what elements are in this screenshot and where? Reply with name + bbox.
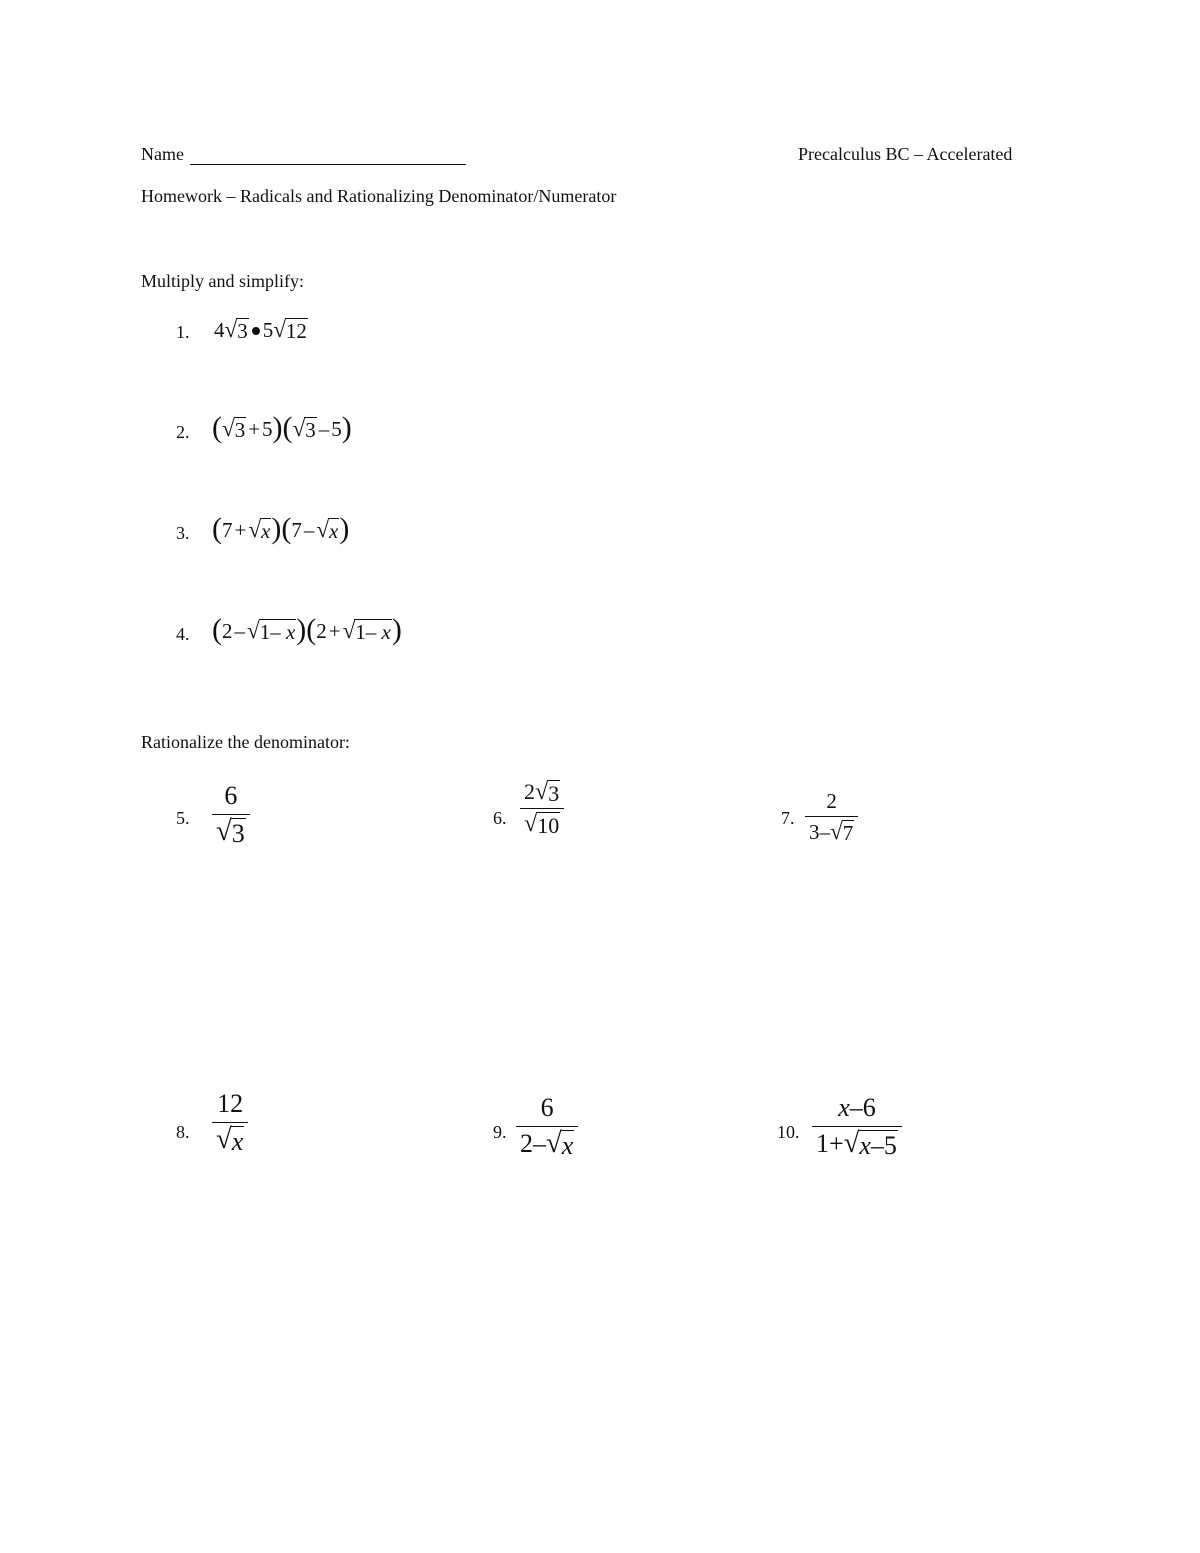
homework-title: Homework – Radicals and Rationalizing Denominator/Numerator [141,186,617,206]
problem-10-fraction: x–6 1+ √ x–5 [812,1094,902,1159]
p5-sqrt: √ 3 [216,815,245,848]
p2-sqrt-1: √ 3 [222,414,246,442]
problem-3-expression: ( 7 + √ x ) ( 7 – √ x ) [212,512,350,545]
problem-4-number: 4. [176,624,190,644]
p1-sqrt-a: √ 3 [224,316,248,344]
p4-sqrt-2: √ 1– x [342,616,391,644]
problem-9-fraction: 6 2– √ x [516,1094,578,1159]
p8-sqrt: √ x [216,1123,244,1156]
problem-5-fraction: 6 √ 3 [212,782,250,847]
p3-sqrt-1: √ x [248,515,271,543]
name-label: Name [141,144,184,164]
problem-8-fraction: 12 √ x [212,1090,248,1155]
p1-sqrt-b: √ 12 [273,316,307,344]
section-multiply: Multiply and simplify: [141,271,305,291]
p1-coef-b: 5 [262,318,274,342]
p3-sqrt-2: √ x [316,515,339,543]
section-rationalize: Rationalize the denominator: [141,732,350,752]
problem-4-expression: ( 2 – √ 1– x ) ( 2 + √ 1– x ) [212,613,402,646]
problem-3-number: 3. [176,523,190,543]
problem-1-expression [214,318,308,343]
name-line [141,144,466,165]
p1-coef-a: 4 [214,318,225,342]
problem-5-number: 5. [176,808,190,828]
problem-6-number: 6. [493,808,507,828]
problem-2-expression: ( √ 3 + 5 ) ( √ 3 – 5 ) [212,411,352,444]
p9-sqrt: √ x [546,1127,574,1160]
p6-sqrt-num: √ 3 [535,778,560,806]
problem-8-number: 8. [176,1122,190,1142]
name-blank[interactable] [190,146,466,165]
problem-9-number: 9. [493,1122,507,1142]
problem-2-number: 2. [176,422,190,442]
problem-7-fraction: 2 3– √ 7 [805,790,858,844]
p6-sqrt-den: √ 10 [524,810,560,839]
problem-6-fraction: 2 √ 3 √ 10 [520,780,564,837]
problem-7-number: 7. [781,808,795,828]
problem-1-number: 1. [176,322,190,342]
p7-sqrt: √ 7 [830,818,854,846]
p1-dot-operator [252,327,260,335]
p2-sqrt-2: √ 3 [292,414,316,442]
p10-sqrt: √ x–5 [843,1127,897,1160]
problem-10-number: 10. [777,1122,800,1142]
p4-sqrt-1: √ 1– x [247,616,296,644]
course-title: Precalculus BC – Accelerated [798,144,1013,164]
